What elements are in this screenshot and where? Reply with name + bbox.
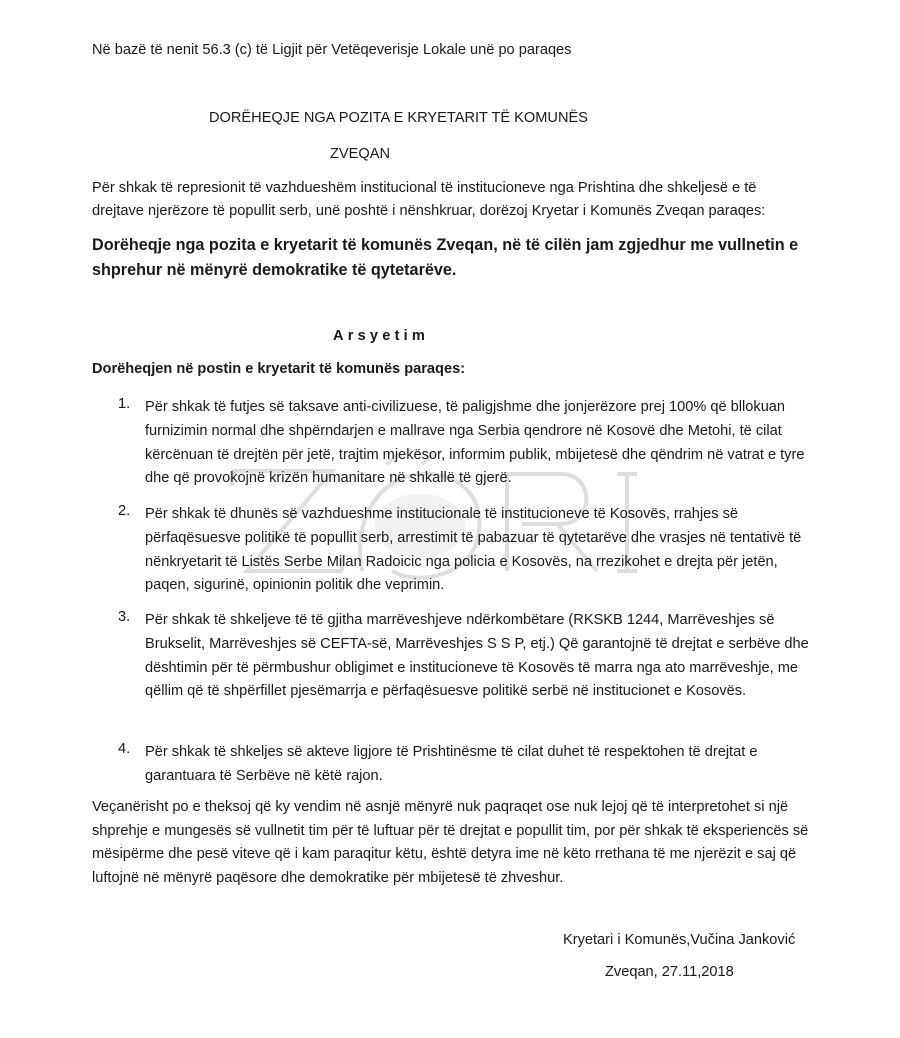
- document-title: DORËHEQJE NGA POZITA E KRYETARIT TË KOMUNËS: [209, 110, 588, 126]
- reason-text: Për shkak të futjes së taksave anti-civilizuese, të paligjshme dhe jonjerëzore prej 100% që bllokuan furnizimin normal dhe shpërndarjen e mallrave nga Serbia qendrore në Kosovë dhe Metohi, të cilat kërcënuan të drejtën për jetë, trajtim mjekësor, informim publik, mbijetesë dhe qëndrim në vatrat e tyre dhe që provokojnë krizën humanitare në shkallë të gjerë.: [145, 399, 805, 487]
- reason-text: Për shkak të shkeljes së akteve ligjore të Prishtinësme të cilat duhet të respektohen të drejtat e garantuara të Serbëve në këtë rajon.: [145, 744, 758, 784]
- closing-paragraph: Veçanërisht po e theksoj që ky vendim në asnjë mënyrë nuk paqraqet ose nuk lejoj që të interpretohet si një shprehje e mungesës së vullnetit tim për të luftuar për të drejtat e popullit tim, por për shkak të eksperiencës së mësipërme dhe pesë viteve që i kam paraqitur këtu, është detyra ime në këto rrethana të me njerëzit e saj që luftojnë në mënyrë paqësore dhe demokratike për mbijetesë të zhveshur.: [92, 799, 809, 886]
- reasoning-heading: Arsyetim: [333, 328, 430, 344]
- place-heading: ZVEQAN: [330, 146, 391, 162]
- reason-text: Për shkak të shkeljeve të të gjitha marrëveshjeve ndërkombëtare (RKSKB 1244, Marrëveshjes së Brukselit, Marrëveshjes së CEFTA-së, Marrëveshjes S S P, etj.) Që garantojnë të drejtat e serbëve dhe dështimin për të përmbushur obligimet e institucioneve të Kosovës të marra nga ato marrëveshje, me qëllim që të shpërfillet pjesëmarrja e përfaqësuesve politikë serbë në institucionet e Kosovës.: [145, 612, 809, 700]
- date-line: Zveqan, 27.11,2018: [605, 964, 734, 980]
- reasoning-subheading: Dorëheqjen në postin e kryetarit të komunës paraqes:: [92, 361, 466, 377]
- reason-number: 2.: [118, 503, 131, 519]
- resignation-statement: Dorëheqje nga pozita e kryetarit të komunës Zveqan, në të cilën jam zgjedhur me vullnetin e shprehur në mënyrë demokratike të qytetarëve.: [92, 236, 799, 279]
- reason-text: Për shkak të dhunës së vazhdueshme institucionale të institucioneve të Kosovës, rrahjes së përfaqësuesve politikë të popullit serb, arrestimit të pabazuar të qytetarëve dhe vrasjes në tentativë të nënkryetarit të Listës Serbe Milan Radoicic nga policia e Kosovës, na rrezikohet e drejta për jetën, paqen, sigurinë, opinionin politik dhe veprimin.: [145, 506, 802, 594]
- reason-number: 1.: [118, 396, 131, 412]
- reason-number: 3.: [118, 609, 131, 625]
- opening-paragraph: Për shkak të represionit të vazhdueshëm institucional të institucioneve nga Prishtina dhe shkeljesë e të drejtave njerëzore të popullit serb, unë poshtë i nënshkruar, dorëzoj Kryetar i Komunës Zveqan paraqes:: [92, 180, 766, 219]
- signature-line: Kryetari i Komunës,Vučina Janković: [563, 932, 796, 948]
- intro-line: Në bazë të nenit 56.3 (c) të Ligjit për Vetëqeverisje Lokale unë po paraqes: [92, 42, 572, 58]
- reason-number: 4.: [118, 741, 131, 757]
